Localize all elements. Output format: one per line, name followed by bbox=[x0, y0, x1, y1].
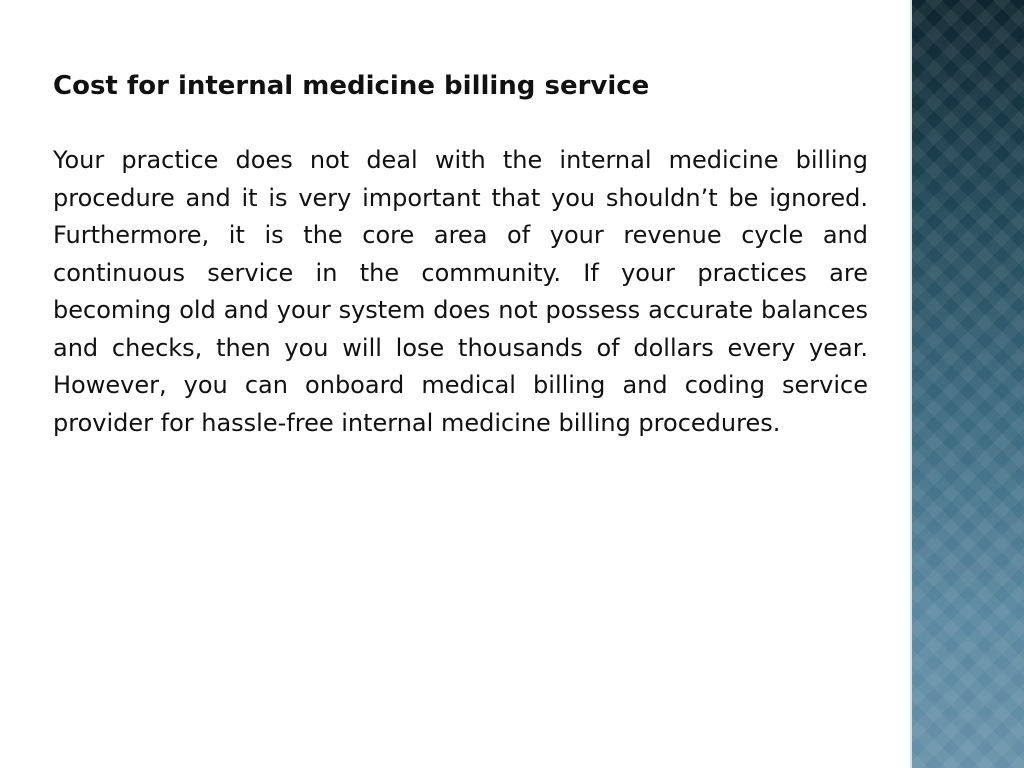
slide-body-text: Your practice does not deal with the internal medicine billing procedure and it is very important that you shouldn’t be ignored. Furthermore, it is the core area of your revenue cycle and continuous service in the community. If your practices are becoming old and your system does not possess accurate balances and checks, then you will lose thousands of dollars every year. However, you can onboard medical billing and coding service provider for hassle-free internal medicine billing procedures. bbox=[53, 146, 868, 437]
slide-title: Cost for internal medicine billing service bbox=[53, 71, 650, 101]
slide-content bbox=[53, 66, 868, 442]
decorative-side-band bbox=[912, 0, 1024, 768]
